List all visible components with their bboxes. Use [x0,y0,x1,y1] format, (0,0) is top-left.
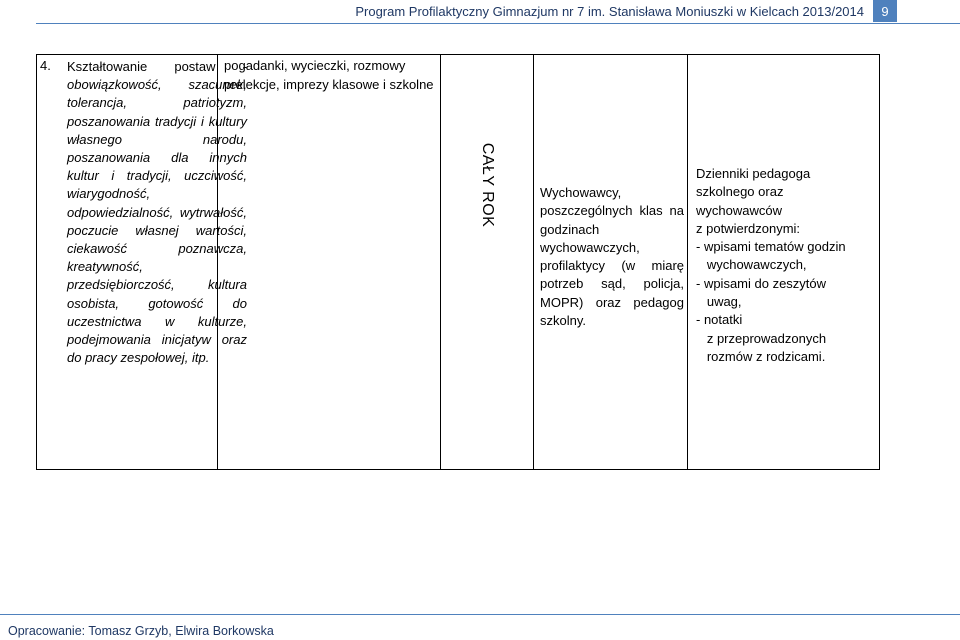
cell-documentation [687,54,880,470]
footer-divider [0,614,960,615]
documentation-line: z potwierdzonymi: [696,220,801,236]
responsible-text: Wychowawcy, poszczególnych klas na godzinach wychowawczych, profilaktycy (w miarę potrzeb sąd, policja, MOPR) oraz pedagog szkolny. [540,185,684,329]
documentation-line: wychowawczych, [696,257,807,273]
footer-authors: Opracowanie: Tomasz Grzyb, Elwira Borkowska [8,624,274,638]
methods-text: pogadanki, wycieczki, rozmowy prelekcje, imprezy klasowe i szkolne [224,58,434,92]
term-text: CAŁY ROK [479,142,496,228]
documentation-line: rozmów z rodzicami. [696,348,826,364]
values-text: obowiązkowość, szacunek, tolerancja, patriotyzm, poszanowania tradycji i kultury własnego narodu, poszanowania dla innych kultur i tradycji, uczciwość, wiarygodność, odpowiedzialność, wytrwałość, poczucie własnej wartości, ciekawość poznawcza, kreatywność, przedsiębiorczość, kultura osobista, gotowość do uczestnictwa w kulturze, podejmowania inicjatyw oraz do pracy zespołowej, itp. [67,77,247,366]
cell-term [440,54,534,470]
cell-values [36,54,247,470]
cell-methods [217,54,441,470]
cell-responsible [533,54,688,470]
header-title: Program Profilaktyczny Gimnazjum nr 7 im. Stanisława Moniuszki w Kielcach 2013/2014 [355,4,864,19]
page-number-badge: 9 [873,0,897,22]
documentation-line: z przeprowadzonych [696,330,827,346]
documentation-list [696,165,874,366]
header-divider [36,23,960,24]
values-lead: Kształtowanie postaw - [67,59,247,74]
documentation-line: wychowawców [696,202,782,218]
documentation-line: - notatki [696,312,743,328]
documentation-line: uwag, [696,294,742,310]
row-number: 4. [40,58,51,73]
documentation-line: - wpisami do zeszytów [696,275,827,291]
documentation-line: szkolnego oraz [696,184,784,200]
documentation-line: - wpisami tematów godzin [696,239,846,255]
documentation-line: Dzienniki pedagoga [696,166,811,181]
